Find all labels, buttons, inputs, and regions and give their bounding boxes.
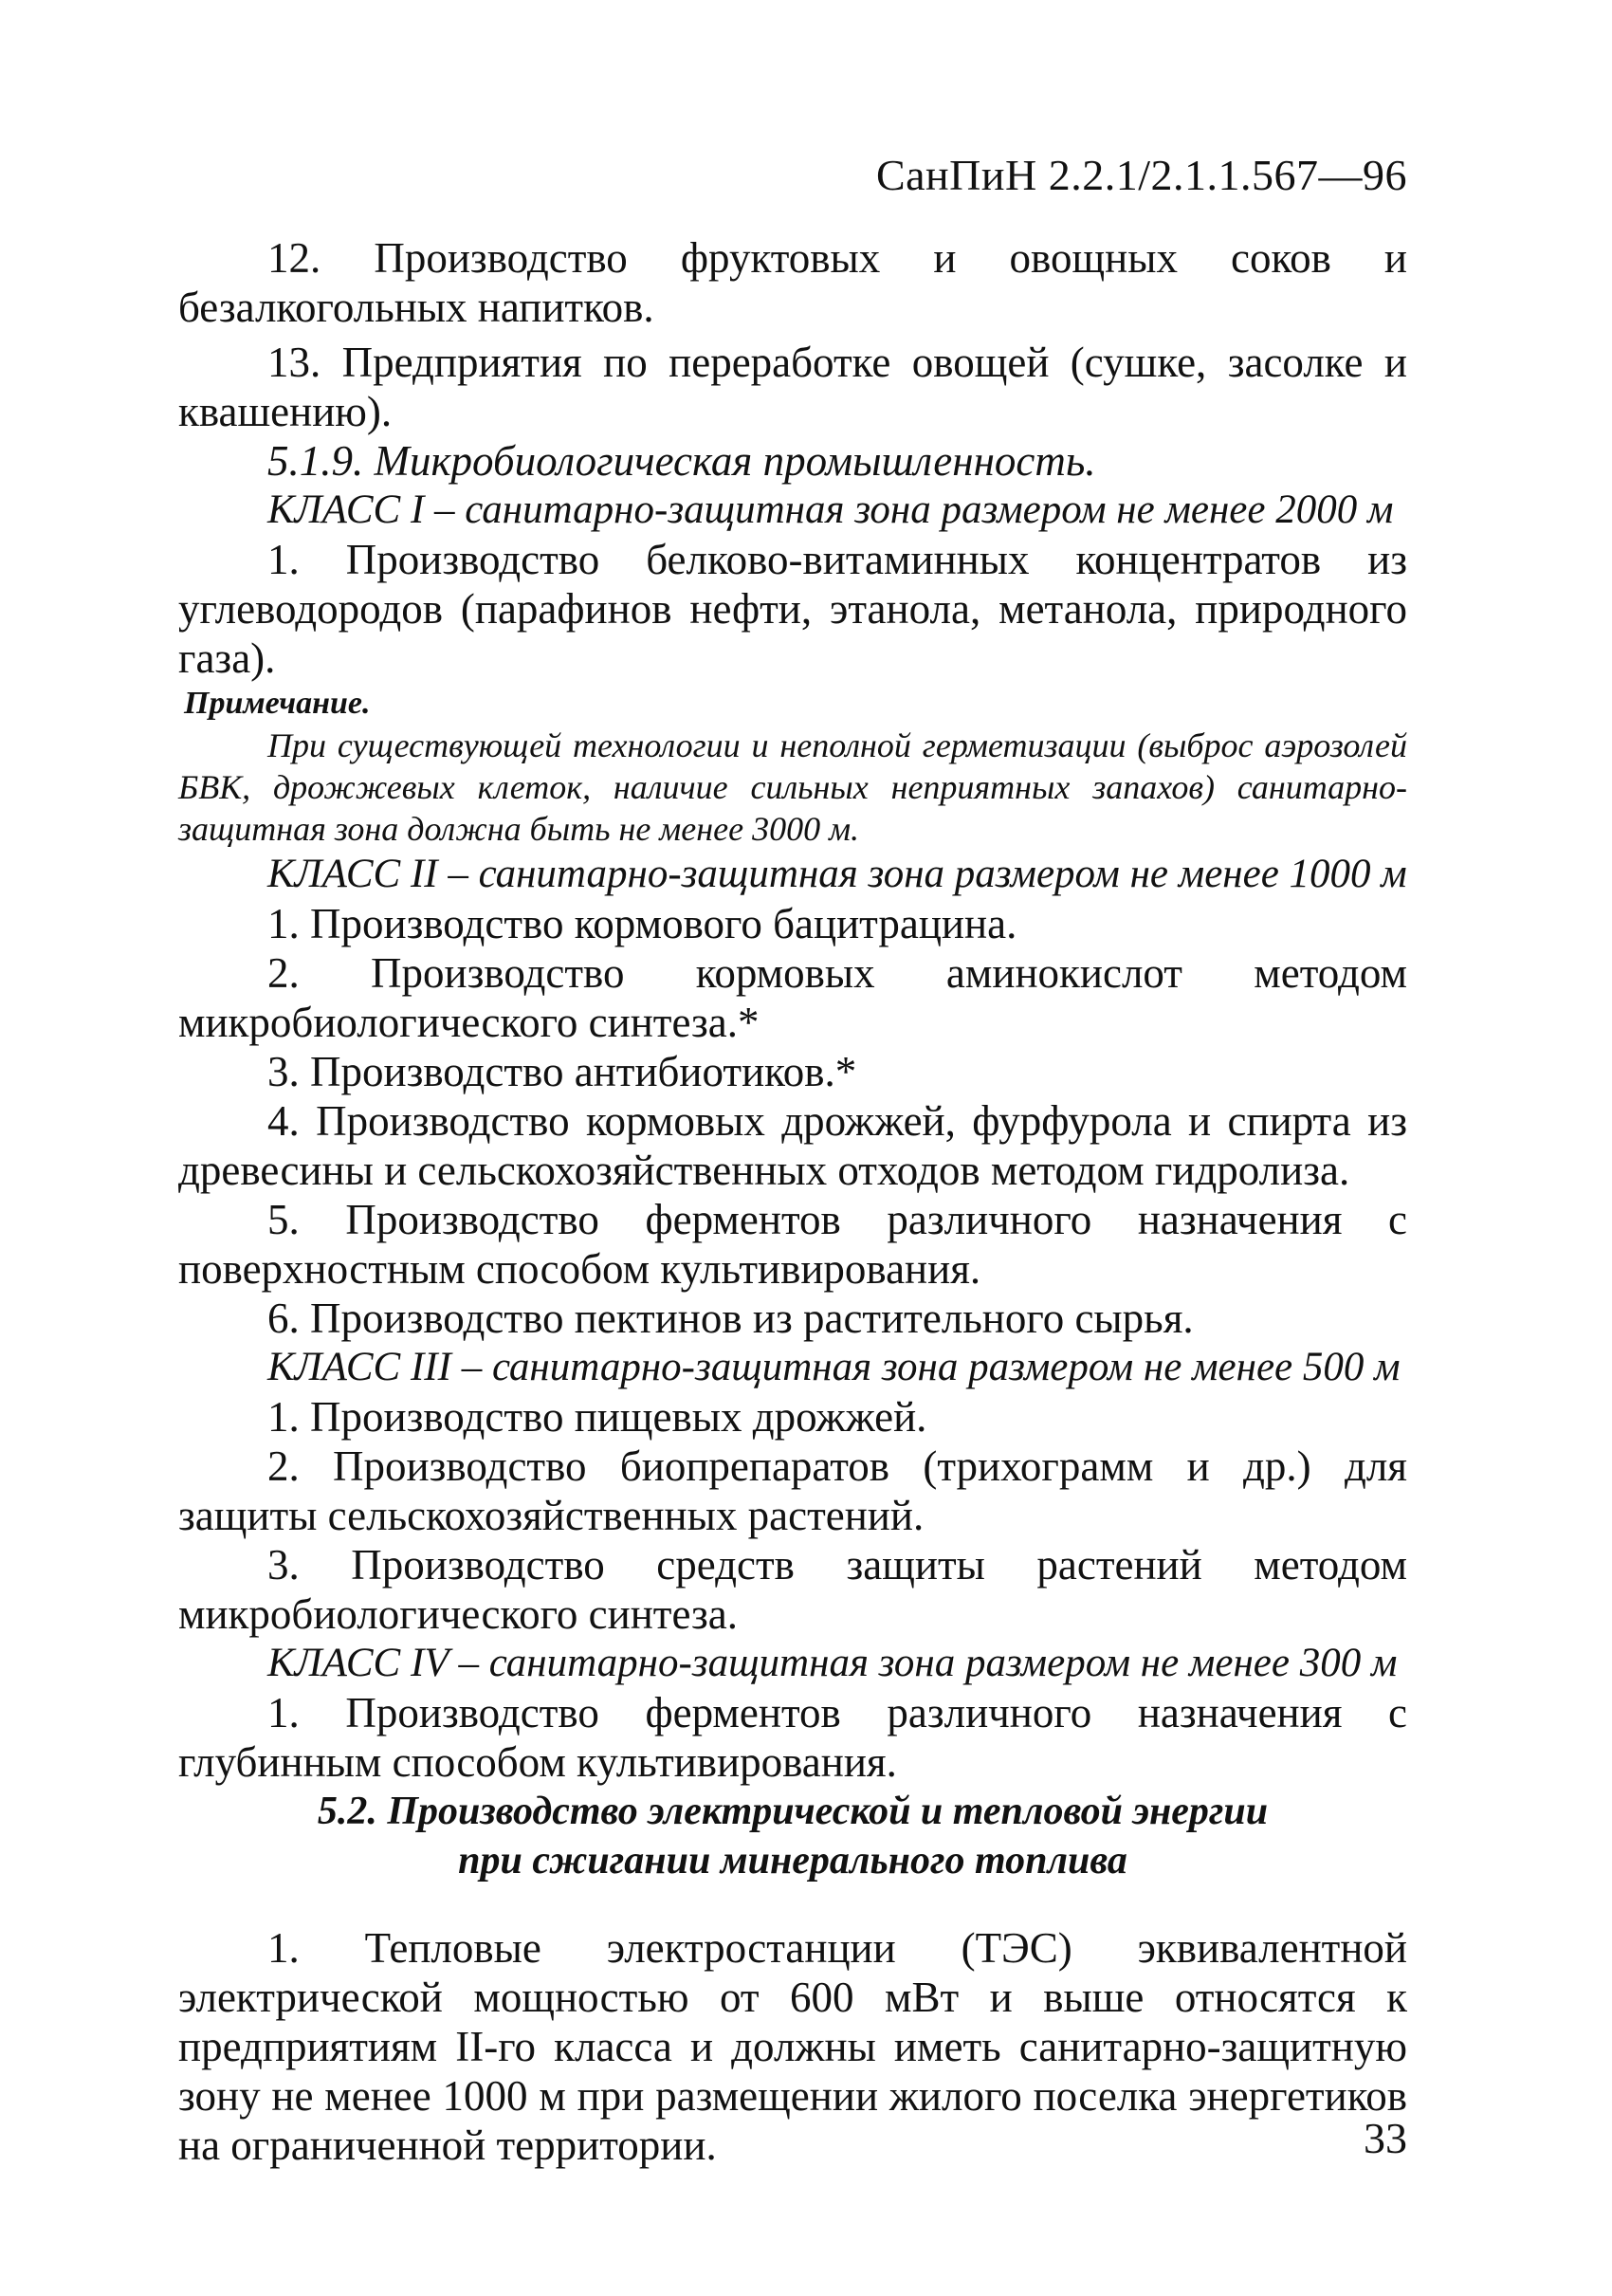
class-2-heading: КЛАСС II – санитарно-защитная зона размером не менее 1000 м — [267, 852, 1407, 896]
class-3-item-1: 1. Производство пищевых дрожжей. — [267, 1393, 927, 1441]
class-1-item-1: 1. Производство белково-витаминных концентратов из углеводородов (парафинов нефти, этанола, метанола, природного газа). — [178, 536, 1407, 682]
page-number: 33 — [1364, 2114, 1407, 2162]
class-1-heading: КЛАСС I – санитарно-защитная зона размером не менее 2000 м — [267, 487, 1394, 532]
document-header: СанПиН 2.2.1/2.1.1.567—96 — [875, 151, 1407, 199]
class-3-item-2: 2. Производство биопрепаратов (трихограмм и др.) для защиты сельскохозяйственных растений. — [178, 1442, 1407, 1539]
class-2-item-5: 5. Производство ферментов различного назначения с поверхностным способом культивирования. — [178, 1196, 1407, 1293]
class-4-heading: КЛАСС IV – санитарно-защитная зона размером не менее 300 м — [267, 1641, 1398, 1685]
section-paragraph-1: 1. Тепловые электростанции (ТЭС) эквивалентной электрической мощностью от 600 мВт и выше относятся к предприятиям II-го класса и должны иметь санитарно-защитную зону не менее 1000 м при размещении жилого поселка энергетиков на ограниченной территории. — [178, 1924, 1407, 2169]
class-2-item-3: 3. Производство антибиотиков.* — [267, 1048, 857, 1095]
class-4-item-1: 1. Производство ферментов различного назначения с глубинным способом культивирования. — [178, 1689, 1407, 1786]
class-2-item-4: 4. Производство кормовых дрожжей, фурфурола и спирта из древесины и сельскохозяйственных отходов методом гидролиза. — [178, 1097, 1407, 1194]
subsection-heading: 5.1.9. Микробиологическая промышленность. — [267, 437, 1096, 485]
list-item-12: 12. Производство фруктовых и овощных соков и безалкогольных напитков. — [178, 234, 1407, 331]
class-3-heading: КЛАСС III – санитарно-защитная зона размером не менее 500 м — [267, 1345, 1401, 1389]
section-title-line-1: 5.2. Производство электрической и тепловой энергии — [317, 1790, 1269, 1833]
class-2-item-1: 1. Производство кормового бацитрацина. — [267, 900, 1017, 947]
note-label: Примечание. — [184, 686, 371, 721]
note-text: При существующей технологии и неполной герметизации (выброс аэрозолей БВК, дрожжевых клеток, наличие сильных неприятных запахов) санитарно-защитная зона должна быть не менее 3000 м. — [178, 726, 1407, 848]
class-2-item-2: 2. Производство кормовых аминокислот методом микробиологического синтеза.* — [178, 949, 1407, 1046]
list-item-13: 13. Предприятия по переработке овощей (сушке, засолке и квашению). — [178, 339, 1407, 435]
section-title-line-2: при сжигании минерального топлива — [458, 1839, 1127, 1883]
document-page — [178, 0, 1407, 2296]
class-3-item-3: 3. Производство средств защиты растений методом микробиологического синтеза. — [178, 1541, 1407, 1638]
page-content — [178, 233, 1407, 2170]
class-2-item-6: 6. Производство пектинов из растительного сырья. — [267, 1295, 1194, 1342]
